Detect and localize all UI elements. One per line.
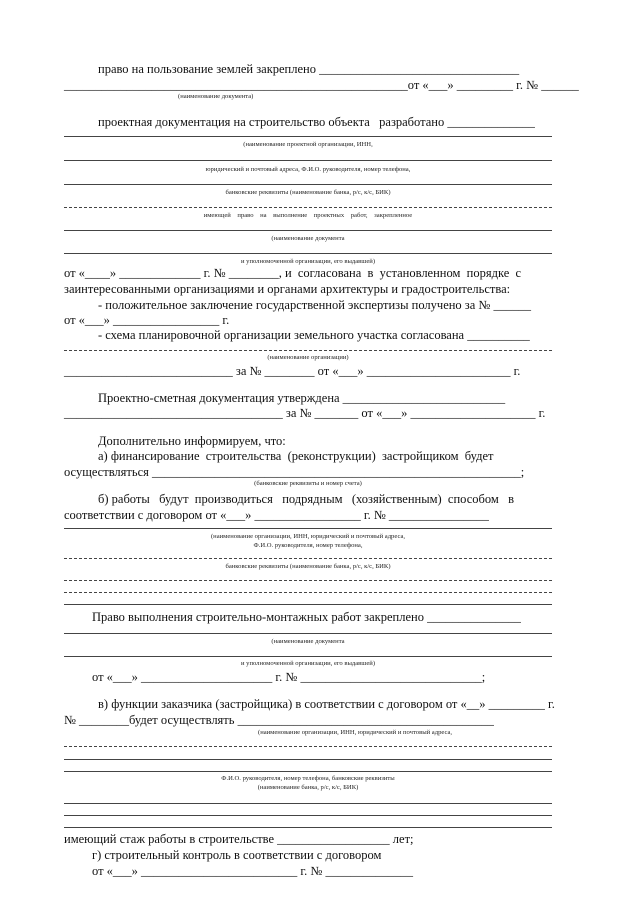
land-right-doc-line: _______________________________________________________от «___» _________ г. № ______	[64, 78, 579, 92]
rule	[64, 558, 552, 559]
rule	[64, 759, 552, 760]
caption-contractor-org: (наименование организации, ИНН, юридический и почтовый адреса,	[210, 533, 406, 540]
rule	[64, 803, 552, 804]
rule	[64, 253, 552, 254]
caption-customer-bank: (наименование банка, р/с, к/с, БИК)	[257, 784, 359, 791]
financing-line: а) финансирование строительства (реконструкции) застройщиком будет	[98, 449, 494, 463]
rule	[64, 592, 552, 593]
caption-document-name: (наименование документа)	[178, 93, 254, 100]
caption-contractor-bank: банковские реквизиты (наименование банка, р/с, к/с, БИК)	[225, 563, 391, 570]
rule	[64, 633, 552, 634]
construction-rights-date-line: от «___» _____________________ г. № _____________________________;	[92, 670, 486, 684]
rule	[64, 528, 552, 529]
estimate-number-line: ___________________________________ за № _______ от «___» ____________________ г.	[64, 406, 546, 420]
rule	[64, 815, 552, 816]
construction-control-line: г) строительный контроль в соответствии с договором	[92, 848, 382, 862]
agreed-line: от «____» _____________ г. № ________, и согласована в установленном порядке с	[64, 266, 522, 280]
additional-info-line: Дополнительно информируем, что:	[98, 434, 286, 448]
caption-bank-details: банковские реквизиты (наименование банка, р/с, к/с, БИК)	[225, 189, 391, 196]
caption-organization: (наименование организации)	[267, 354, 349, 361]
caption-design-org: (наименование проектной организации, ИНН,	[243, 141, 373, 148]
caption-customer-org: (наименование организации, ИНН, юридический и почтовый адреса,	[258, 729, 453, 736]
rule	[64, 771, 552, 772]
financing-line-2: осуществляться ___________________________________________________________;	[64, 465, 525, 479]
works-contract-line: соответствии с договором от «___» _________________ г. № ________________	[64, 508, 489, 522]
rule	[64, 604, 552, 605]
construction-control-date-line: от «___» _________________________ г. № ______________	[92, 864, 413, 878]
caption-contractor-head: Ф.И.О. руководителя, номер телефона,	[253, 542, 363, 549]
caption-issuing-org-2: и уполномоченной организации, его выдавшей)	[240, 660, 376, 667]
caption-customer-head: Ф.И.О. руководителя, номер телефона, банковские реквизиты	[221, 775, 395, 782]
site-plan-number-line: ___________________________ за № ________ от «___» _______________________ г.	[64, 364, 521, 378]
rule	[64, 656, 552, 657]
land-right-line: право на пользование землей закреплено ________________________________	[98, 62, 520, 76]
rule	[64, 350, 552, 351]
rule	[64, 827, 552, 828]
experience-line: имеющий стаж работы в строительстве __________________ лет;	[64, 832, 414, 846]
rule	[64, 207, 552, 208]
rule	[64, 136, 552, 137]
estimate-approved-line: Проектно-сметная документация утверждена __________________________	[98, 391, 506, 405]
site-plan-line: - схема планировочной организации земельного участка согласована __________	[98, 328, 530, 342]
construction-rights-line: Право выполнения строительно-монтажных работ закреплено _______________	[92, 610, 521, 624]
works-line: б) работы будут производиться подрядным (хозяйственным) способом в	[98, 492, 515, 506]
expertise-date-line: от «___» _________________ г.	[64, 313, 230, 327]
rule	[64, 580, 552, 581]
rule	[64, 184, 552, 185]
expertise-line: - положительное заключение государственной экспертизы получено за № ______	[98, 298, 531, 312]
caption-having-right: имеющей право на выполнение проектных работ, закрепленное	[203, 212, 413, 219]
agreed-line-2: заинтересованными организациями и органами архитектуры и градостроительства:	[64, 282, 511, 296]
caption-issuing-org: и уполномоченной организации, его выдавшей)	[240, 258, 376, 265]
caption-document-name-2: (наименование документа	[271, 235, 345, 242]
caption-bank-account: (банковские реквизиты и номер счета)	[254, 480, 362, 487]
rule	[64, 230, 552, 231]
caption-document-name-3: (наименование документа	[271, 638, 345, 645]
rule	[64, 160, 552, 161]
customer-performer-line: № ________будет осуществлять _________________________________________	[64, 713, 494, 727]
rule	[64, 746, 552, 747]
caption-legal-address: юридический и почтовый адреса, Ф.И.О. руководителя, номер телефона,	[205, 166, 411, 173]
customer-functions-line: в) функции заказчика (застройщика) в соответствии с договором от «__» _________ г.	[98, 697, 555, 711]
project-docs-line: проектная документация на строительство объекта разработано ______________	[98, 115, 535, 129]
